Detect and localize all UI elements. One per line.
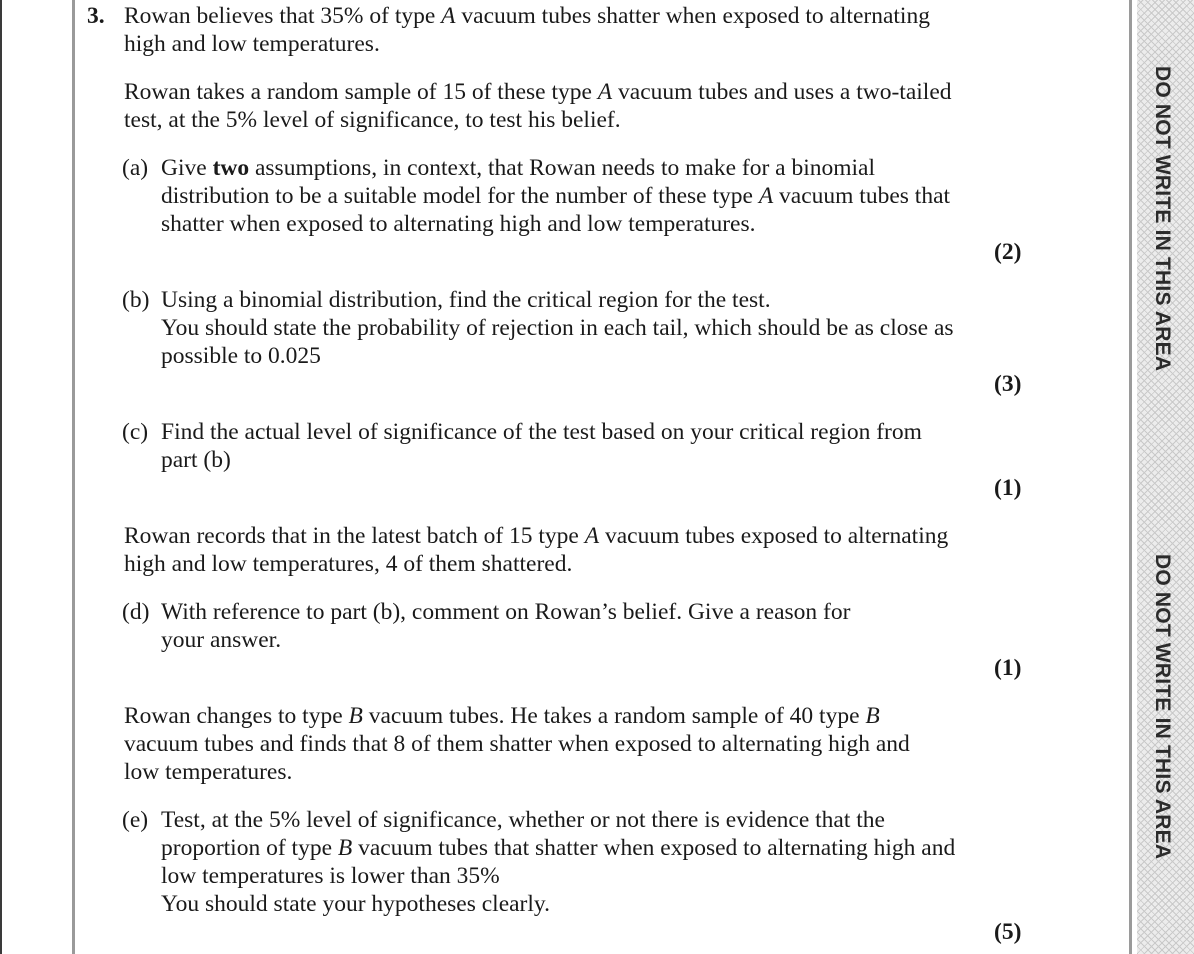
question-setup: Rowan takes a random sample of 15 of these type A vacuum tubes and uses a two-tailed test, at the 5% level of significance, to test his belief. — [124, 79, 952, 133]
part-e-marks: (5) — [994, 919, 1022, 945]
part-a-text: Give two assumptions, in context, that Rowan needs to make for a binomial distribution to be a suitable model for the number of these type A vacuum tubes that shatter when exposed to alternating high and low temperatures. — [161, 155, 951, 237]
part-d-label: (d) — [122, 599, 150, 625]
batch-info: Rowan records that in the latest batch of 15 type A vacuum tubes exposed to alternating high and low temperatures, 4 of them shattered. — [124, 523, 949, 577]
part-a-marks: (2) — [994, 239, 1022, 265]
part-c-marks: (1) — [994, 475, 1022, 501]
part-e-label: (e) — [122, 807, 149, 833]
part-e-text: Test, at the 5% level of significance, whether or not there is evidence that the proportion of type B vacuum tubes that shatter when exposed to alternating high and low temperatures is lower than 35% You should state your hypotheses clearly. — [161, 807, 956, 917]
left-rule — [0, 0, 2, 954]
margin-warning-top: DO NOT WRITE IN THIS AREA — [1151, 66, 1174, 372]
type-b-info: Rowan changes to type B vacuum tubes. He takes a random sample of 40 type B vacuum tubes and finds that 8 of them shatter when exposed to alternating high and low temperatures. — [124, 703, 910, 785]
part-b-marks: (3) — [994, 371, 1022, 397]
margin-warning-bottom: DO NOT WRITE IN THIS AREA — [1151, 554, 1174, 860]
part-d-text: With reference to part (b), comment on Rowan’s belief. Give a reason for your answer. — [161, 599, 851, 653]
question-number: 3. — [87, 3, 105, 29]
page-border-right — [1129, 0, 1132, 954]
part-b-label: (b) — [122, 287, 150, 313]
part-d-marks: (1) — [994, 655, 1022, 681]
page-border-left — [72, 0, 75, 954]
part-b-text: Using a binomial distribution, find the critical region for the test. You should state the probability of rejection in each tail, which should be as close as possible to 0.025 — [161, 287, 954, 369]
question-intro: Rowan believes that 35% of type A vacuum tubes shatter when exposed to alternating high and low temperatures. — [124, 3, 930, 57]
part-c-text: Find the actual level of significance of the test based on your critical region from part (b) — [161, 419, 922, 473]
part-a-label: (a) — [122, 155, 149, 181]
part-c-label: (c) — [122, 419, 149, 445]
